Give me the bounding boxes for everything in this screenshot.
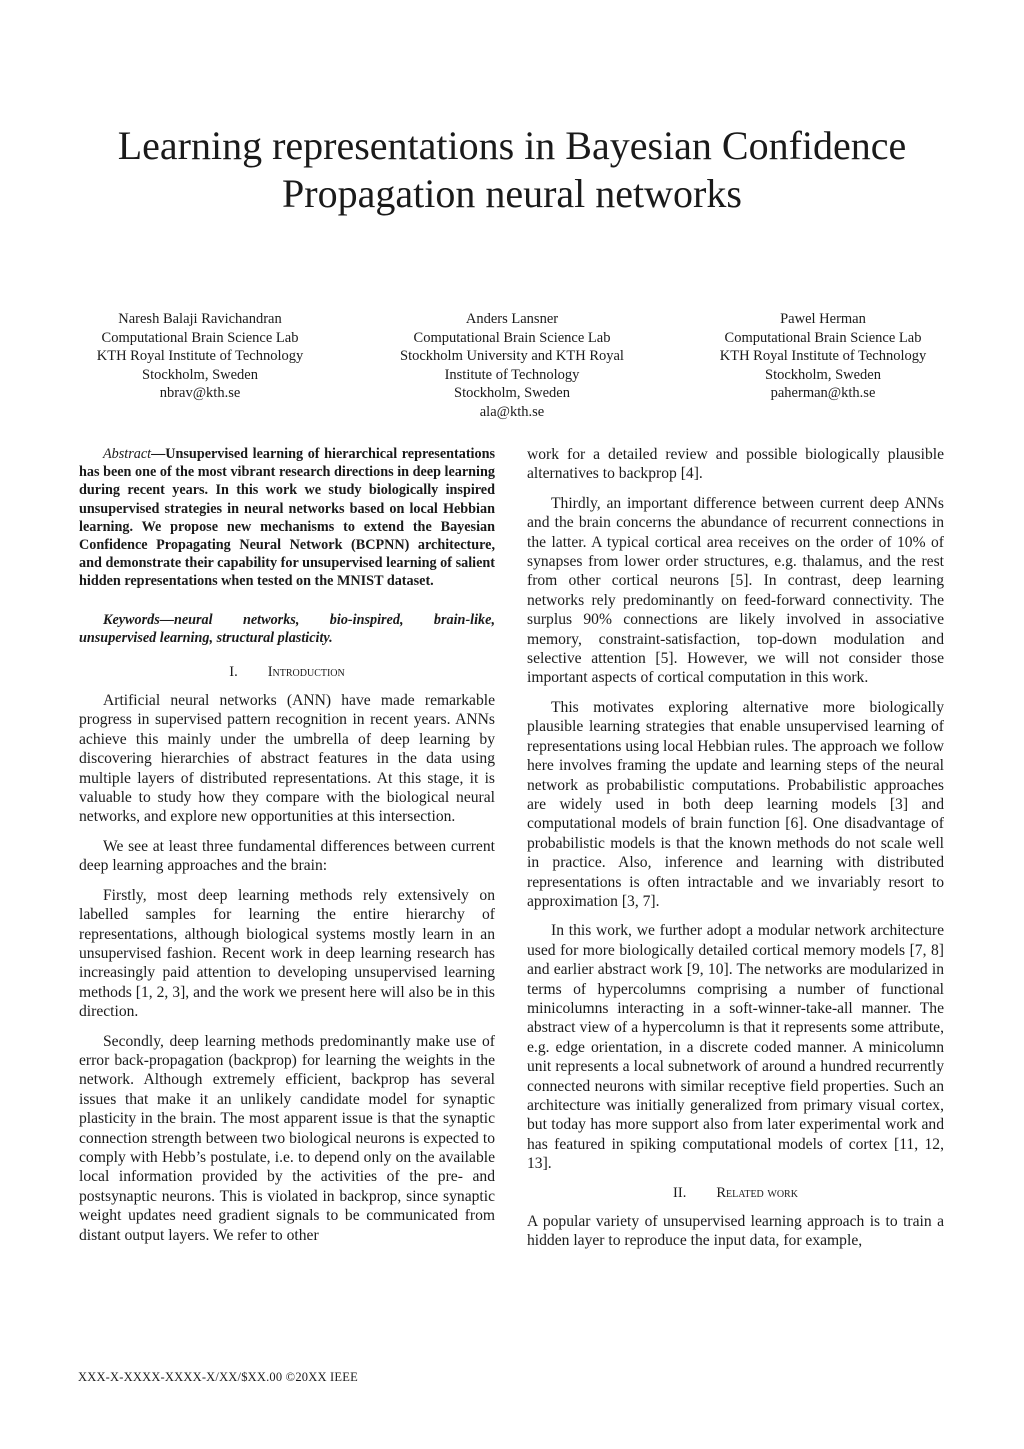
left-column bbox=[79, 445, 495, 1255]
author-institute: KTH Royal Institute of Technology bbox=[719, 348, 927, 364]
section-number: I. bbox=[229, 664, 238, 681]
title-line-1: Learning representations in Bayesian Confidence bbox=[117, 123, 907, 168]
abstract-text: Unsupervised learning of hierarchical representations has been one of the most vibrant research directions in deep learning during recent years. In this work we study biologically inspired unsupervised strategies in neural networks based on local Hebbian learning. We propose new mechanisms to extend the Bayesian Confidence Propagating Neural Network (BCPNN) architecture, and demonstrate their capability for unsupervised learning of salient hidden representations when tested on the MNIST dataset. bbox=[79, 446, 495, 590]
section-title: Introduction bbox=[267, 664, 345, 681]
keywords-label: Keywords— bbox=[103, 611, 174, 628]
author-email: paherman@kth.se bbox=[770, 385, 876, 401]
section-heading-introduction bbox=[79, 663, 495, 682]
paper-title bbox=[0, 122, 1024, 218]
section-heading-related-work bbox=[527, 1184, 944, 1203]
paragraph: Firstly, most deep learning methods rely extensively on labelled samples for learning the entire hierarchy of representations, although biological systems mostly learn in an unsupervised fashion. Recent work in deep learning research has increasingly paid attention to developing unsupervised learning methods [1, 2, 3], and the work we present here will also be in this direction. bbox=[79, 886, 495, 1021]
author-block-2 bbox=[372, 310, 652, 421]
author-block-1 bbox=[60, 310, 340, 403]
paragraph: work for a detailed review and possible biologically plausible alternatives to backprop [4]. bbox=[527, 446, 944, 483]
author-name: Anders Lansner bbox=[465, 311, 559, 327]
author-email: nbrav@kth.se bbox=[159, 385, 241, 401]
paragraph: We see at least three fundamental differences between current deep learning approaches and the brain: bbox=[79, 837, 495, 875]
abstract bbox=[79, 445, 495, 591]
author-location: Stockholm, Sweden bbox=[454, 385, 570, 401]
paragraph: Artificial neural networks (ANN) have made remarkable progress in supervised pattern recognition in recent years. ANNs achieve this mainly under the umbrella of deep learning by discovering hierarchies of abstract features in the data using multiple layers of distributed representations. At this stage, it is valuable to study how they compare with the biological neural networks, and explore new opportunities at this intersection. bbox=[79, 692, 495, 826]
author-name: Naresh Balaji Ravichandran bbox=[118, 311, 282, 327]
paragraph: A popular variety of unsupervised learning approach is to train a hidden layer to reproduce the input data, for example, bbox=[527, 1212, 944, 1250]
title-line-2: Propagation neural networks bbox=[282, 171, 742, 216]
section-title: Related work bbox=[716, 1184, 798, 1201]
author-location: Stockholm, Sweden bbox=[765, 366, 881, 383]
author-institute: Stockholm University and KTH Royal bbox=[400, 348, 624, 364]
paragraph: Secondly, deep learning methods predominantly make use of error back-propagation (backprop) for learning the weights in the network. Although extremely efficient, backprop has several issues that make it an unlikely candidate model for synaptic plasticity in the brain. The most apparent issue is that the synaptic connection strength between two biological neurons is expected to comply with Hebb’s postulate, i.e. to depend only on the available local information provided by the activities of the pre- and postsynaptic neurons. This is violated in backprop, since synaptic weight updates need gradient signals to be communicated from distant output layers. We refer to other bbox=[79, 1032, 495, 1244]
author-location: Stockholm, Sweden bbox=[142, 366, 258, 383]
author-affiliation: Computational Brain Science Lab bbox=[724, 329, 922, 346]
keywords-text: neural networks, bio-inspired, brain-like, unsupervised learning, structural plasticity. bbox=[79, 611, 495, 646]
section-number: II. bbox=[673, 1184, 687, 1201]
author-institute-cont: Institute of Technology bbox=[444, 366, 580, 383]
author-affiliation: Computational Brain Science Lab bbox=[413, 329, 611, 346]
paragraph: Thirdly, an important difference between current deep ANNs and the brain concerns the abundance of recurrent connections in the latter. A typical cortical area receives on the order of 10% of synapses from lower order structures, e.g. thalamus, and the rest from other cortical neurons [5]. In contrast, deep learning networks rely predominantly on feed-forward connectivity. The surplus 90% connections are likely involved in associative memory, constraint-satisfaction, top-down modulation and selective attention [5]. However, we will not consider those important aspects of cortical computation in this work. bbox=[527, 494, 944, 687]
copyright-footer: XXX-X-XXXX-XXXX-X/XX/$XX.00 ©20XX IEEE bbox=[78, 1370, 358, 1384]
author-name: Pawel Herman bbox=[780, 311, 866, 327]
abstract-label: Abstract bbox=[103, 446, 152, 462]
author-block-3 bbox=[683, 310, 963, 403]
right-column bbox=[527, 445, 944, 1260]
paragraph: This motivates exploring alternative more biologically plausible learning strategies that enable unsupervised learning of representations using local Hebbian rules. The approach we follow here involves framing the update and learning steps of the neural network as probabilistic computations. Probabilistic approaches are widely used in both deep learning models [3] and computational models of brain function [6]. One disadvantage of probabilistic models is that the known methods do not scale well in practice. Also, inference and learning with distributed representations is often intractable and we invariably resort to approximation [3, 7]. bbox=[527, 698, 944, 910]
keywords bbox=[79, 611, 495, 647]
author-institute: KTH Royal Institute of Technology bbox=[96, 348, 304, 364]
author-email: ala@kth.se bbox=[479, 403, 545, 420]
author-affiliation: Computational Brain Science Lab bbox=[101, 329, 299, 346]
paragraph: In this work, we further adopt a modular network architecture used for more biologically detailed cortical memory models [7, 8] and earlier abstract work [9, 10]. The networks are modularized in terms of hypercolumns comprising a number of functional minicolumns interacting in a soft-winner-take-all manner. The abstract view of a hypercolumn is that it represents some attribute, e.g. edge orientation, in a discrete coded manner. A minicolumn unit represents a local subnetwork of around a hundred recurrently connected neurons with similar receptive field properties. Such an architecture was initially generalized from primary visual cortex, but today has more support also from later experimental work and has featured in spiking computational models of cortex [11, 12, 13]. bbox=[527, 922, 944, 1173]
abstract-dash: — bbox=[151, 446, 166, 462]
